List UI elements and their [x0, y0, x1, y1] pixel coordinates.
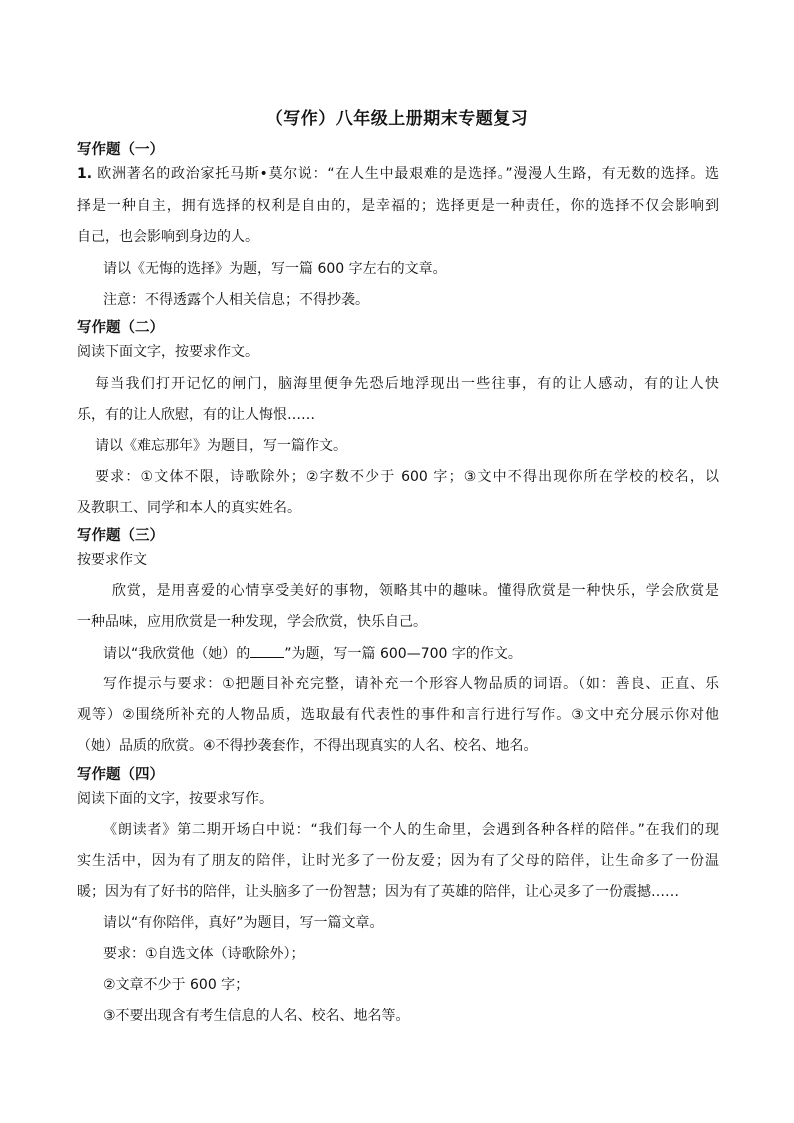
paragraph-line: 要求：①文体不限，诗歌除外；②字数不少于 600 字；③文中不得出现你所在学校的校名，以	[95, 469, 719, 485]
paragraph-line: 暖；因为有了好书的陪伴，让头脑多了一份智慧；因为有了英雄的陪伴，让心灵多了一份震撼……	[77, 884, 679, 900]
paragraph-line: 注意：不得透露个人相关信息；不得抄袭。	[103, 292, 369, 308]
paragraph-line: 请以《难忘那年》为题目，写一篇作文。	[95, 438, 347, 454]
paragraph-line: 实生活中，因为有了朋友的陪伴，让时光多了一份友爱；因为有了父母的陪伴，让生命多了一份温	[77, 853, 719, 869]
paragraph-line: 请以“有你陪伴，真好”为题目，写一篇文章。	[103, 915, 384, 931]
section-heading-4: 写作题（四）	[77, 767, 164, 783]
section-heading-1: 写作题（一）	[77, 142, 164, 158]
paragraph-line: 一种品味，应用欣赏是一种发现，学会欣赏，快乐自己。	[77, 614, 427, 630]
paragraph-line: （她）品质的欣赏。④不得抄袭套作，不得出现真实的人名、校名、地名。	[77, 738, 538, 754]
question-number: 1.	[77, 166, 93, 182]
section-heading-2: 写作题（二）	[77, 320, 164, 336]
paragraph-line: 写作提示与要求：①把题目补充完整，请补充一个形容人物品质的词语。（如：善良、正直、乐	[103, 676, 719, 692]
paragraph-line: 每当我们打开记忆的闸门，脑海里便争先恐后地浮现出一些往事，有的让人感动，有的让人快	[95, 376, 719, 392]
paragraph-line: 阅读下面的文字，按要求写作。	[77, 791, 273, 807]
paragraph-line: 及教职工、同学和本人的真实姓名。	[77, 500, 301, 516]
paragraph-line: ②文章不少于 600 字；	[103, 977, 250, 993]
paragraph-line: 择是一种自主，拥有选择的权利是自由的，是幸福的；选择更是一种责任，你的选择不仅会影响到	[77, 198, 719, 214]
paragraph-line: 阅读下面文字，按要求作文。	[77, 344, 259, 360]
fill-in-blank	[250, 643, 284, 658]
paragraph-line: 按要求作文	[77, 552, 147, 568]
paragraph-line: 请以《无悔的选择》为题，写一篇 600 字左右的文章。	[103, 261, 447, 277]
paragraph-line: 要求：①自选文体（诗歌除外）；	[103, 946, 305, 962]
paragraph-line: 欣赏，是用喜爱的心情享受美好的事物，领略其中的趣味。懂得欣赏是一种快乐，学会欣赏是	[112, 583, 719, 599]
paragraph-line: ③不要出现含有考生信息的人名、校名、地名等。	[103, 1008, 410, 1024]
paragraph-line: 《朗读者》第二期开场白中说：“我们每一个人的生命里，会遇到各种各样的陪伴。”在我们的现	[103, 822, 719, 838]
paragraph-line: 观等）②围绕所补充的人物品质，选取最有代表性的事件和言行进行写作。③文中充分展示你对他	[77, 707, 719, 723]
page-title: （写作）八年级上册期末专题复习	[265, 109, 529, 129]
paragraph-line: 请以“我欣赏他（她）的 ”为题，写一篇 600—700 字的作文。	[103, 643, 745, 664]
paragraph-line: 乐，有的让人欣慰，有的让人悔恨……	[77, 407, 315, 423]
section-heading-3: 写作题（三）	[77, 528, 164, 544]
paragraph-line: 1. 欧洲著名的政治家托马斯•莫尔说：“在人生中最艰难的是选择。”漫漫人生路，有无数的选择。选	[77, 166, 720, 182]
paragraph-line: 自己，也会影响到身边的人。	[77, 229, 259, 245]
